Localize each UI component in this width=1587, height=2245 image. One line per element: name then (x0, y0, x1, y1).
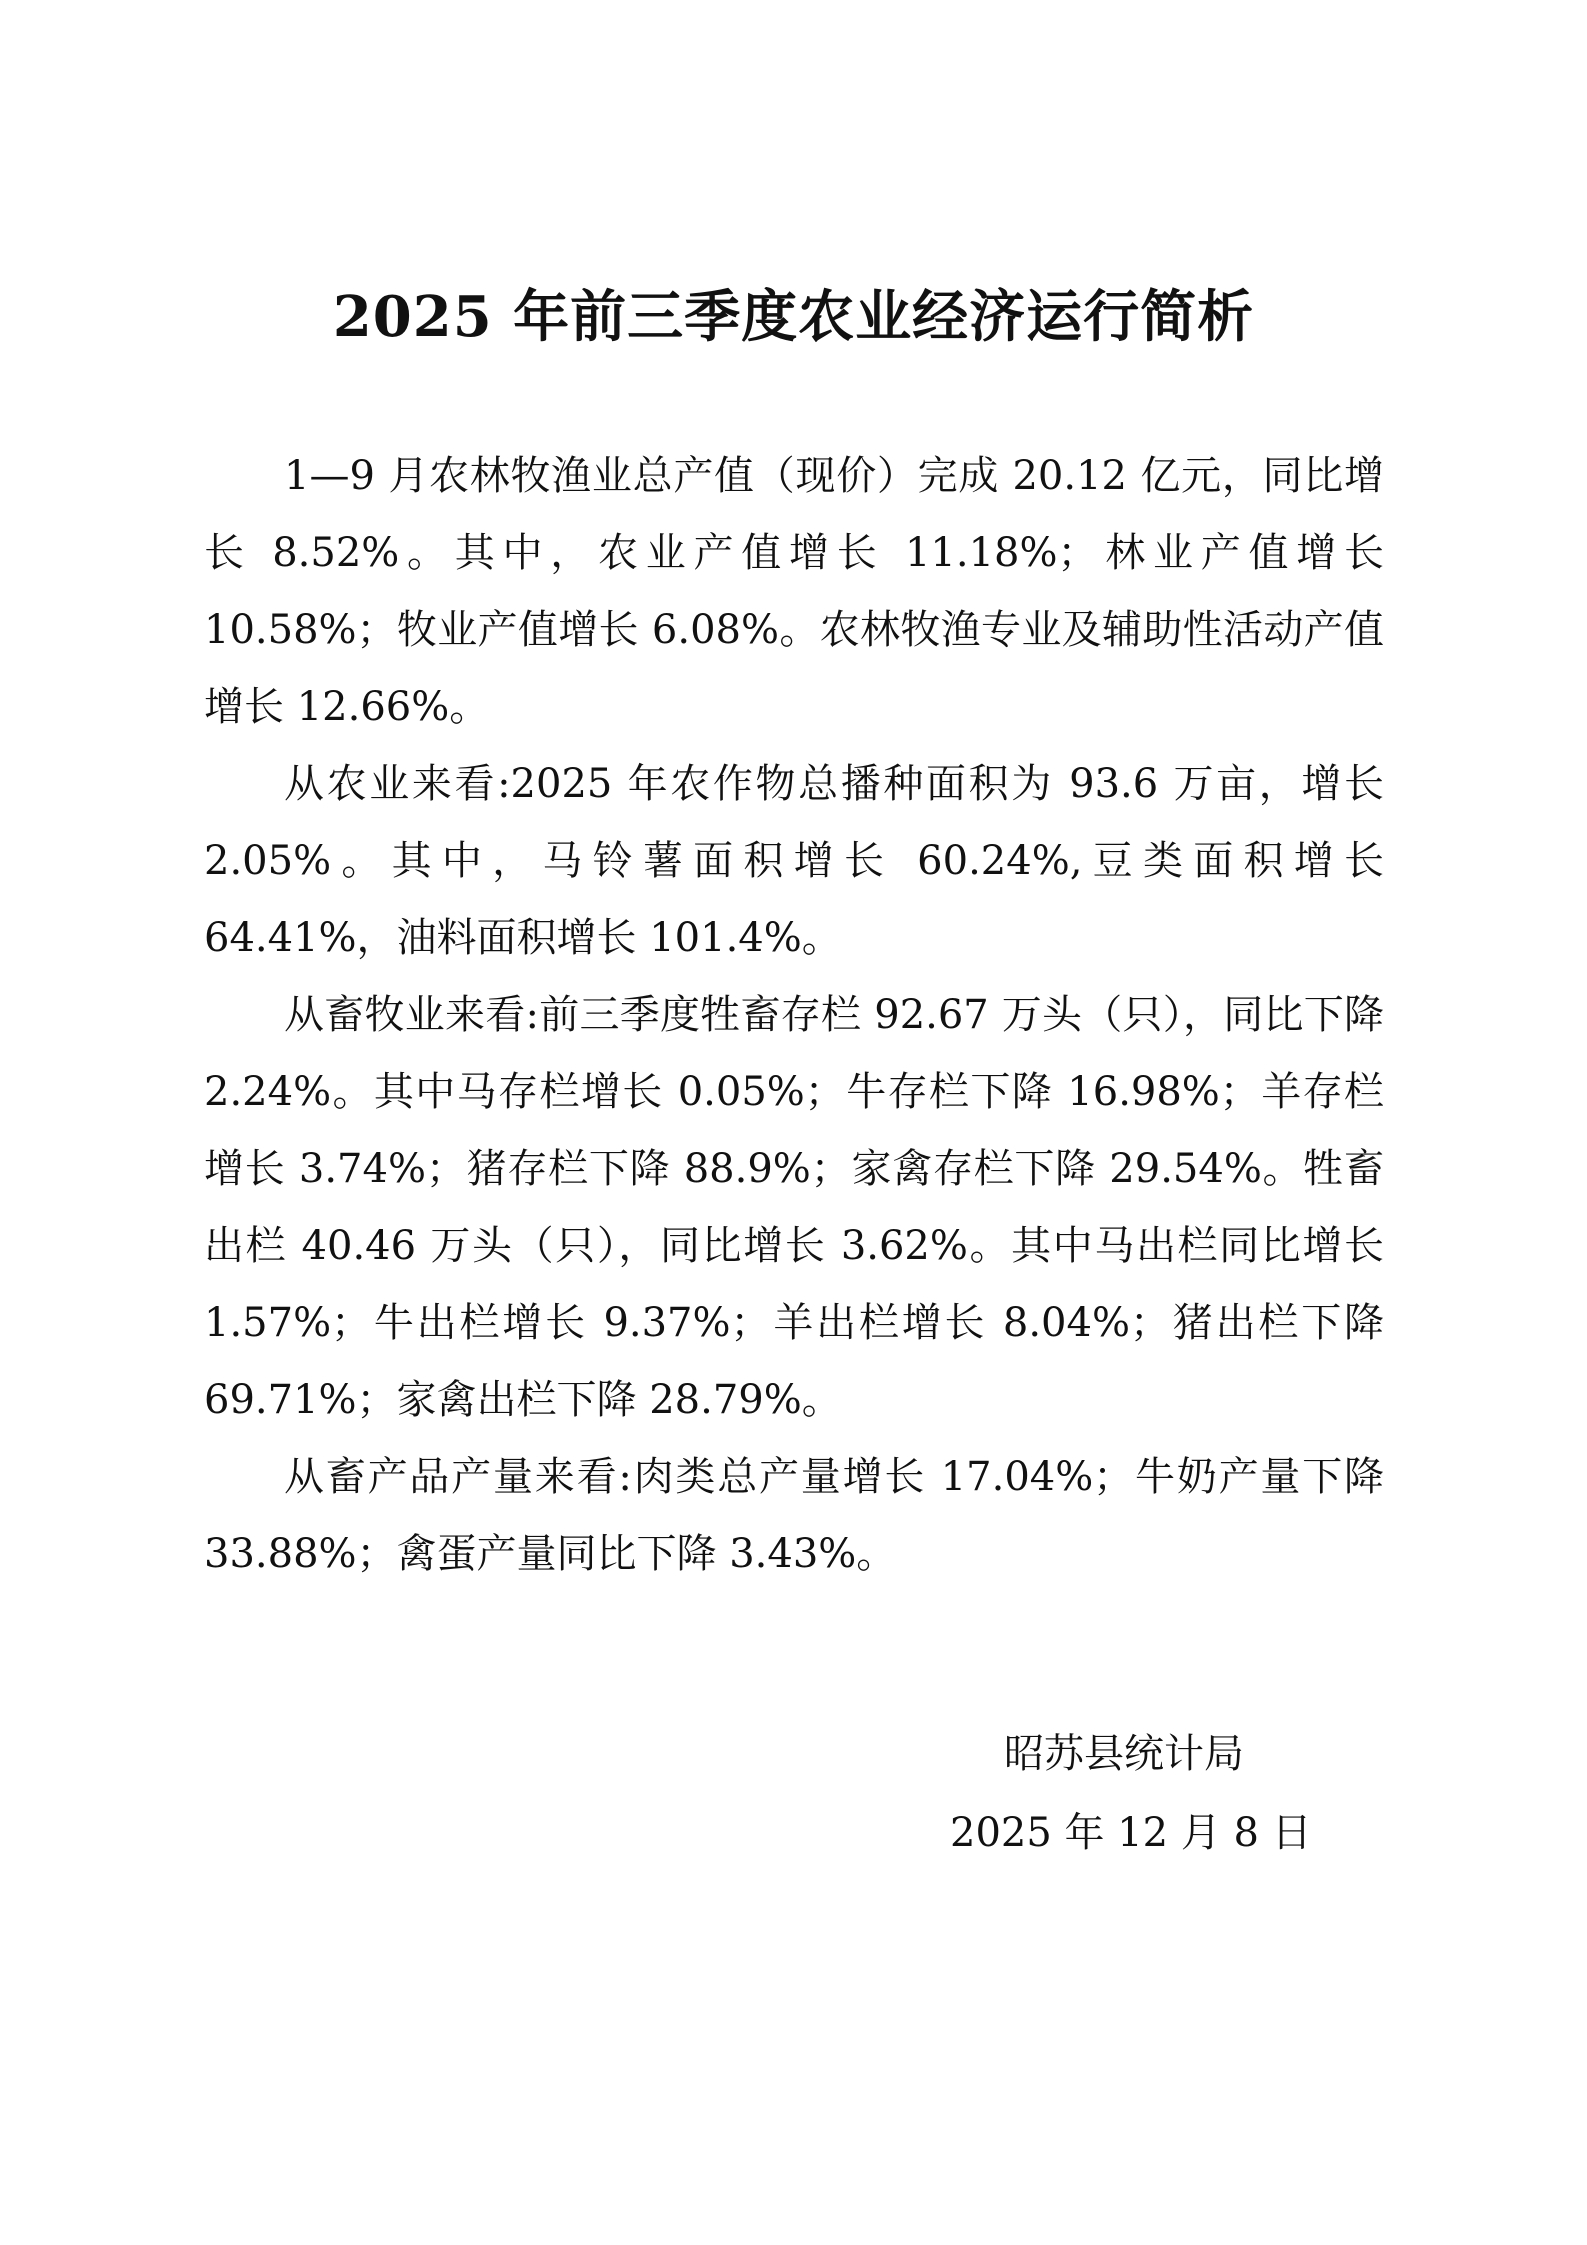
document-body (204, 438, 1384, 1593)
paragraph-agriculture: 从农业来看:2025 年农作物总播种面积为 93.6 万亩，增长 2.05%。其中，马铃薯面积增长 60.24%,豆类面积增长 64.41%，油料面积增长 101.4%。 (204, 761, 1384, 961)
paragraph-livestock-products: 从畜产品产量来看:肉类总产量增长 17.04%；牛奶产量下降 33.88%；禽蛋产量同比下降 3.43%。 (204, 1454, 1384, 1577)
paragraph-animal-husbandry: 从畜牧业来看:前三季度牲畜存栏 92.67 万头（只），同比下降 2.24%。其中马存栏增长 0.05%；牛存栏下降 16.98%；羊存栏增长 3.74%；猪存栏下降 88.9%；家禽存栏下降 29.54%。牲畜出栏 40.46 万头（只），同比增长 3.62%。其中马出栏同比增长 1.57%；牛出栏增长 9.37%；羊出栏增长 8.04%；猪出栏下降 69.71%；家禽出栏下降 28.79%。 (204, 992, 1384, 1423)
signature-block (930, 1715, 1380, 1873)
issuing-organization: 昭苏县统计局 (1004, 1731, 1244, 1777)
issue-date: 2025 年 12 月 8 日 (950, 1810, 1312, 1856)
paragraph-total-output: 1—9 月农林牧渔业总产值（现价）完成 20.12 亿元，同比增长 8.52%。其中，农业产值增长 11.18%；林业产值增长 10.58%；牧业产值增长 6.08%。农林牧渔专业及辅助性活动产值增长 12.66%。 (204, 453, 1384, 730)
document-title: 2025 年前三季度农业经济运行简析 (332, 284, 1255, 350)
